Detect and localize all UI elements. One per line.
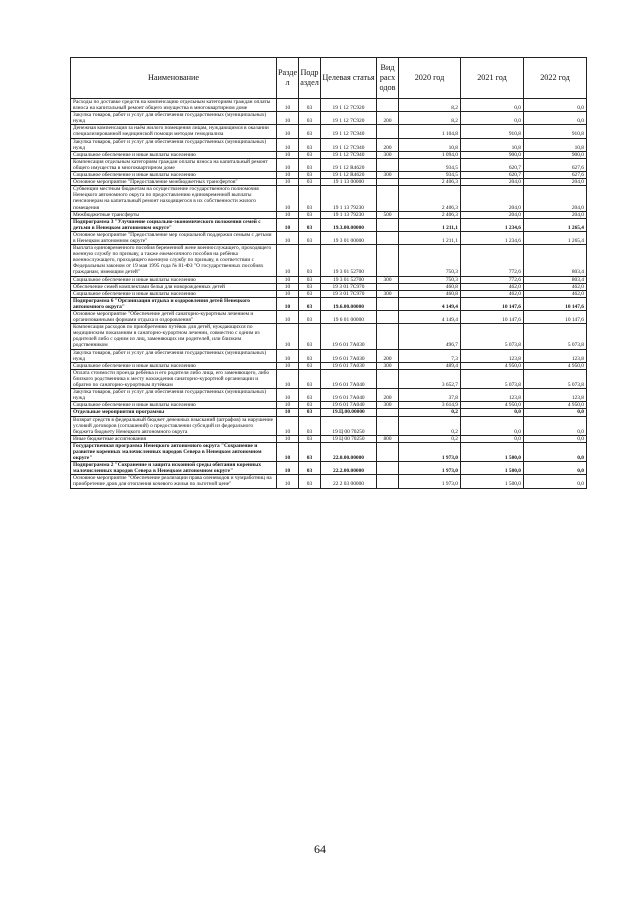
table-row [71, 389, 587, 402]
cell-subsection: 03 [299, 125, 321, 138]
cell-2020: 0,2 [399, 409, 461, 416]
cell-section: 10 [277, 349, 299, 362]
cell-2022: 5 073,8 [524, 369, 587, 388]
cell-subsection: 03 [299, 179, 321, 186]
col-header-subsection: Подр аздел [299, 58, 321, 99]
cell-target: 19 1 12 7С940 [321, 125, 377, 138]
cell-2022: 1 265,4 [524, 231, 587, 244]
cell-target: 19 6 01 7А030 [321, 349, 377, 362]
table-row [71, 99, 587, 112]
cell-2022: 0,0 [524, 435, 587, 442]
cell-2022: 0,0 [524, 99, 587, 112]
cell-name: Основное мероприятие "Предоставление межбюджетных трансфертов" [71, 179, 277, 186]
cell-2020: 0,2 [399, 416, 461, 435]
cell-2022: 10 147,6 [524, 297, 587, 310]
cell-target: 19 Ц 00 70250 [321, 416, 377, 435]
cell-target: 19.6.00.00000 [321, 297, 377, 310]
cell-section: 10 [277, 324, 299, 349]
cell-target: 22.0.00.00000 [321, 442, 377, 461]
table-row [71, 324, 587, 349]
cell-2021: 5 073,8 [461, 324, 524, 349]
table-row [71, 283, 587, 290]
cell-2020: 0,2 [399, 435, 461, 442]
cell-subsection: 03 [299, 172, 321, 179]
cell-name: Закупка товаров, работ и услуг для обеспечения государственных (муниципальных) нужд [71, 349, 277, 362]
cell-exptype: 300 [377, 362, 399, 369]
cell-2021: 462,0 [461, 283, 524, 290]
page-number: 64 [314, 842, 326, 856]
cell-target: 19 6 01 00000 [321, 311, 377, 324]
budget-table [70, 57, 587, 489]
table-row [71, 369, 587, 388]
table-header-row [71, 58, 587, 99]
cell-section: 10 [277, 112, 299, 125]
cell-name: Субвенции местным бюджетам на осуществление государственного полномочия Ненецкого автономного округа по предоставлению единовременной выплаты пенсионерам на капитальный ремонт находящегося в их собственности жилого помещения [71, 186, 277, 211]
cell-name: Социальное обеспечение и иные выплаты населению [71, 402, 277, 409]
cell-exptype [377, 311, 399, 324]
table-row [71, 112, 587, 125]
cell-2020: 1 973,0 [399, 475, 461, 488]
cell-subsection: 03 [299, 158, 321, 171]
cell-2022: 10,8 [524, 138, 587, 151]
cell-target: 19 6 01 7А030 [321, 324, 377, 349]
cell-name: Межбюджетные трансферты [71, 211, 277, 218]
cell-2021: 5 073,8 [461, 369, 524, 388]
cell-name: Расходы по доставке средств на компенсацию отдельным категориям граждан оплаты взноса на капитальный ремонт общего имущества в многоквартирном доме [71, 99, 277, 112]
cell-2021: 1 500,0 [461, 462, 524, 475]
cell-exptype [377, 297, 399, 310]
cell-target: 19 6 01 7А040 [321, 389, 377, 402]
cell-name: Социальное обеспечение и иные выплаты населению [71, 172, 277, 179]
table-row [71, 186, 587, 211]
cell-name: Подпрограмма 3 "Улучшение социально-экономического положения семей с детьми в Ненецком автономном округе" [71, 218, 277, 231]
cell-target: 22.2.00.00000 [321, 462, 377, 475]
cell-exptype: 300 [377, 290, 399, 297]
table-row [71, 311, 587, 324]
cell-target: 19 3 01 7С970 [321, 283, 377, 290]
cell-2020: 460,8 [399, 283, 461, 290]
cell-target: 19.Ц.00.00000 [321, 409, 377, 416]
cell-2021: 0,0 [461, 99, 524, 112]
cell-subsection: 03 [299, 324, 321, 349]
cell-target: 19 1 12 7С920 [321, 99, 377, 112]
cell-subsection: 03 [299, 283, 321, 290]
cell-target: 19 1 13 00000 [321, 179, 377, 186]
table-row [71, 172, 587, 179]
cell-2021: 1 500,0 [461, 442, 524, 461]
cell-2022: 462,0 [524, 290, 587, 297]
cell-2021: 772,6 [461, 245, 524, 276]
cell-section: 10 [277, 186, 299, 211]
cell-2022: 204,0 [524, 179, 587, 186]
cell-2022: 627,6 [524, 172, 587, 179]
cell-section: 10 [277, 138, 299, 151]
cell-section: 10 [277, 245, 299, 276]
cell-target: 19 6 01 7А040 [321, 402, 377, 409]
cell-exptype [377, 125, 399, 138]
table-row [71, 442, 587, 461]
cell-section: 10 [277, 151, 299, 158]
cell-2022: 0,0 [524, 462, 587, 475]
cell-subsection: 03 [299, 369, 321, 388]
cell-exptype [377, 245, 399, 276]
cell-section: 10 [277, 442, 299, 461]
cell-2020: 2 406,3 [399, 179, 461, 186]
table-row [71, 125, 587, 138]
cell-2021: 10,8 [461, 138, 524, 151]
table-row [71, 409, 587, 416]
cell-2022: 0,0 [524, 442, 587, 461]
cell-2022: 803,4 [524, 245, 587, 276]
cell-name: Социальное обеспечение и иные выплаты населению [71, 290, 277, 297]
cell-exptype: 500 [377, 211, 399, 218]
cell-2021: 1 234,6 [461, 218, 524, 231]
cell-exptype [377, 409, 399, 416]
cell-2020: 750,3 [399, 245, 461, 276]
col-header-exptype: Вид расх одов [377, 58, 399, 99]
cell-target: 19 6 01 7А040 [321, 369, 377, 388]
cell-2021: 1 500,0 [461, 475, 524, 488]
cell-2020: 1 104,8 [399, 125, 461, 138]
col-header-2022: 2022 год [524, 58, 587, 99]
cell-2021: 0,0 [461, 416, 524, 435]
cell-section: 10 [277, 211, 299, 218]
cell-section: 10 [277, 389, 299, 402]
cell-2020: 2 406,3 [399, 186, 461, 211]
cell-name: Основное мероприятие "Обеспечение детей санаторно-курортным лечением и организованными формами отдыха и оздоровления" [71, 311, 277, 324]
cell-subsection: 03 [299, 218, 321, 231]
cell-name: Социальное обеспечение и иные выплаты населению [71, 362, 277, 369]
cell-subsection: 03 [299, 462, 321, 475]
cell-subsection: 03 [299, 99, 321, 112]
cell-2020: 1 973,0 [399, 462, 461, 475]
cell-target: 19 1 12 7С940 [321, 138, 377, 151]
table-row [71, 297, 587, 310]
cell-subsection: 03 [299, 409, 321, 416]
cell-2021: 204,0 [461, 179, 524, 186]
cell-name: Социальное обеспечение и иные выплаты населению [71, 276, 277, 283]
cell-name: Социальное обеспечение и иные выплаты населению [71, 151, 277, 158]
cell-target: 19 1 12 7С920 [321, 112, 377, 125]
cell-2022: 803,4 [524, 276, 587, 283]
cell-name: Компенсация расходов по приобретению путёвок для детей, нуждающихся по медицинским показаниям в санаторно-курортном лечении, совместно с одним из родителей либо с одним из лиц, заменяющих им родителей, или близким родственником [71, 324, 277, 349]
table-row [71, 435, 587, 442]
cell-2021: 910,8 [461, 125, 524, 138]
cell-2021: 772,6 [461, 276, 524, 283]
cell-target: 19 1 12 R4620 [321, 172, 377, 179]
cell-section: 10 [277, 231, 299, 244]
cell-target: 19 3 01 00000 [321, 231, 377, 244]
cell-target: 19 Ц 00 70250 [321, 435, 377, 442]
cell-2022: 4 950,0 [524, 402, 587, 409]
cell-2020: 489,4 [399, 362, 461, 369]
cell-2021: 204,0 [461, 211, 524, 218]
cell-2022: 123,8 [524, 389, 587, 402]
cell-section: 10 [277, 435, 299, 442]
cell-subsection: 03 [299, 311, 321, 324]
cell-exptype: 200 [377, 389, 399, 402]
cell-subsection: 03 [299, 416, 321, 435]
cell-section: 10 [277, 475, 299, 488]
table-row [71, 475, 587, 488]
cell-section: 10 [277, 276, 299, 283]
col-header-2021: 2021 год [461, 58, 524, 99]
cell-2020: 750,3 [399, 276, 461, 283]
cell-target: 19 6 01 7А030 [321, 362, 377, 369]
cell-2021: 0,0 [461, 112, 524, 125]
cell-2020: 4 149,4 [399, 311, 461, 324]
cell-target: 19 3 01 52700 [321, 276, 377, 283]
cell-2021: 620,7 [461, 158, 524, 171]
table-row [71, 158, 587, 171]
cell-exptype: 300 [377, 151, 399, 158]
col-header-2020: 2020 год [399, 58, 461, 99]
cell-exptype [377, 231, 399, 244]
cell-2022: 627,6 [524, 158, 587, 171]
cell-name: Возврат средств в федеральный бюджет денежных взысканий (штрафов) за нарушение условий договоров (соглашений) о предоставлении субсидий из федерального бюджета бюджету Ненецкого автономного округа [71, 416, 277, 435]
table-row [71, 349, 587, 362]
table-row [71, 245, 587, 276]
cell-target: 19 3 01 52700 [321, 245, 377, 276]
cell-target: 19 1 13 79230 [321, 211, 377, 218]
cell-subsection: 03 [299, 290, 321, 297]
cell-exptype [377, 218, 399, 231]
cell-section: 10 [277, 297, 299, 310]
cell-subsection: 03 [299, 276, 321, 283]
table-row [71, 276, 587, 283]
cell-2022: 123,8 [524, 349, 587, 362]
cell-section: 10 [277, 462, 299, 475]
cell-name: Оплата стоимости проезда ребёнка и его родителя либо лица, его заменяющего, либо близкого родственника к месту нахождения санаторно-курортной организации и обратно по санаторно-курортным путёвкам [71, 369, 277, 388]
cell-name: Закупка товаров, работ и услуг для обеспечения государственных (муниципальных) нужд [71, 389, 277, 402]
cell-name: Иные бюджетные ассигнования [71, 435, 277, 442]
cell-subsection: 03 [299, 435, 321, 442]
cell-name: Подпрограмма 6 "Организация отдыха и оздоровления детей Ненецкого автономного округа" [71, 297, 277, 310]
cell-name: Основное мероприятие "Обеспечение реализации права оленеводов и чумработниц на приобретение дров для отопления кочевого жилья по льготной цене" [71, 475, 277, 488]
cell-2021: 123,8 [461, 389, 524, 402]
cell-subsection: 03 [299, 475, 321, 488]
cell-2022: 0,0 [524, 409, 587, 416]
cell-exptype: 200 [377, 349, 399, 362]
cell-2020: 3 614,9 [399, 402, 461, 409]
cell-2021: 204,0 [461, 186, 524, 211]
cell-2022: 1 265,4 [524, 218, 587, 231]
cell-exptype: 200 [377, 112, 399, 125]
table-row [71, 151, 587, 158]
cell-exptype [377, 99, 399, 112]
cell-exptype [377, 442, 399, 461]
cell-subsection: 03 [299, 389, 321, 402]
cell-2021: 620,7 [461, 172, 524, 179]
cell-2021: 10 147,6 [461, 311, 524, 324]
cell-section: 10 [277, 416, 299, 435]
cell-name: Обеспечение семей комплектами белья для новорожденных детей [71, 283, 277, 290]
col-header-section: Разде л [277, 58, 299, 99]
cell-name: Закупка товаров, работ и услуг для обеспечения государственных (муниципальных) нужд [71, 138, 277, 151]
cell-subsection: 03 [299, 402, 321, 409]
cell-subsection: 03 [299, 211, 321, 218]
cell-exptype [377, 158, 399, 171]
cell-2020: 3 652,7 [399, 369, 461, 388]
cell-subsection: 03 [299, 362, 321, 369]
cell-target: 19 1 12 7С940 [321, 151, 377, 158]
cell-2020: 496,7 [399, 324, 461, 349]
cell-2022: 0,0 [524, 416, 587, 435]
cell-2021: 0,0 [461, 409, 524, 416]
cell-name: Выплата единовременного пособия беременной жене военнослужащего, проходящего военную службу по призыву, а также ежемесячного пособия на ребёнка военнослужащего, проходящего военную службу по призыву, в соответствии с Федеральным законом от 19 мая 1995 года № 81-ФЗ "О государственных пособиях гражданам, имеющим детей" [71, 245, 277, 276]
cell-2021: 123,8 [461, 349, 524, 362]
cell-2022: 204,0 [524, 186, 587, 211]
cell-2020: 2 406,3 [399, 211, 461, 218]
cell-2020: 10,8 [399, 138, 461, 151]
table-row [71, 290, 587, 297]
cell-2020: 37,8 [399, 389, 461, 402]
cell-2022: 0,0 [524, 475, 587, 488]
table-row [71, 218, 587, 231]
cell-subsection: 03 [299, 442, 321, 461]
table-row [71, 211, 587, 218]
cell-exptype: 800 [377, 435, 399, 442]
cell-section: 10 [277, 369, 299, 388]
cell-2021: 900,0 [461, 151, 524, 158]
budget-table-container [70, 57, 586, 489]
cell-subsection: 03 [299, 231, 321, 244]
cell-subsection: 03 [299, 138, 321, 151]
cell-2022: 0,0 [524, 112, 587, 125]
cell-2020: 1 211,1 [399, 218, 461, 231]
cell-2022: 5 073,8 [524, 324, 587, 349]
cell-name: Государственная программа Ненецкого автономного округа "Сохранение и развитие коренных малочисленных народов Севера в Ненецком автономном округе" [71, 442, 277, 461]
cell-name: Компенсация отдельным категориям граждан оплаты взноса на капитальный ремонт общего имущества в многоквартирном доме [71, 158, 277, 171]
cell-target: 19 3 01 7С970 [321, 290, 377, 297]
cell-2022: 900,0 [524, 151, 587, 158]
cell-exptype [377, 369, 399, 388]
cell-2020: 460,8 [399, 290, 461, 297]
table-row [71, 362, 587, 369]
cell-target: 19 1 13 79230 [321, 186, 377, 211]
cell-2021: 462,0 [461, 290, 524, 297]
cell-2021: 4 950,0 [461, 402, 524, 409]
cell-exptype [377, 283, 399, 290]
cell-target: 22 2 03 00000 [321, 475, 377, 488]
cell-exptype [377, 324, 399, 349]
cell-exptype [377, 179, 399, 186]
cell-section: 10 [277, 402, 299, 409]
cell-subsection: 03 [299, 112, 321, 125]
cell-2020: 4 149,4 [399, 297, 461, 310]
cell-2022: 4 950,0 [524, 362, 587, 369]
cell-2020: 1 211,1 [399, 231, 461, 244]
cell-exptype: 200 [377, 138, 399, 151]
cell-2021: 10 147,6 [461, 297, 524, 310]
cell-2020: 934,5 [399, 172, 461, 179]
cell-section: 10 [277, 290, 299, 297]
cell-2022: 910,8 [524, 125, 587, 138]
cell-section: 10 [277, 283, 299, 290]
cell-section: 10 [277, 172, 299, 179]
cell-section: 10 [277, 179, 299, 186]
cell-exptype [377, 462, 399, 475]
cell-name: Денежная компенсация за наём жилого помещения лицам, нуждающимся в оказании специализированной медицинской помощи методом гемодиализа [71, 125, 277, 138]
cell-subsection: 03 [299, 349, 321, 362]
cell-section: 10 [277, 409, 299, 416]
table-row [71, 138, 587, 151]
cell-2022: 462,0 [524, 283, 587, 290]
table-row [71, 462, 587, 475]
cell-exptype [377, 186, 399, 211]
cell-2020: 934,5 [399, 158, 461, 171]
cell-2021: 0,0 [461, 435, 524, 442]
cell-subsection: 03 [299, 151, 321, 158]
cell-exptype [377, 475, 399, 488]
col-header-target: Целевая статья [321, 58, 377, 99]
cell-subsection: 03 [299, 245, 321, 276]
cell-name: Отдельные мероприятия программы [71, 409, 277, 416]
cell-section: 10 [277, 218, 299, 231]
cell-2020: 8,2 [399, 99, 461, 112]
cell-subsection: 03 [299, 186, 321, 211]
cell-section: 10 [277, 362, 299, 369]
cell-section: 10 [277, 125, 299, 138]
cell-2021: 1 234,6 [461, 231, 524, 244]
cell-name: Закупка товаров, работ и услуг для обеспечения государственных (муниципальных) нужд [71, 112, 277, 125]
cell-target: 19 1 12 R4620 [321, 158, 377, 171]
cell-2021: 4 950,0 [461, 362, 524, 369]
table-row [71, 402, 587, 409]
cell-subsection: 03 [299, 297, 321, 310]
col-header-name: Наименование [71, 58, 277, 99]
cell-2020: 1 094,0 [399, 151, 461, 158]
cell-exptype: 300 [377, 276, 399, 283]
table-body [71, 99, 587, 489]
cell-exptype: 300 [377, 172, 399, 179]
cell-name: Основное мероприятие "Предоставление мер социальной поддержки семьям с детьми в Ненецком автономном округе" [71, 231, 277, 244]
cell-2020: 7,3 [399, 349, 461, 362]
cell-section: 10 [277, 158, 299, 171]
cell-target: 19.3.00.00000 [321, 218, 377, 231]
cell-section: 10 [277, 99, 299, 112]
cell-2022: 204,0 [524, 211, 587, 218]
cell-name: Подпрограмма 2 "Сохранение и защита исконной среды обитания коренных малочисленных народов Севера в Ненецком автономном округе" [71, 462, 277, 475]
table-row [71, 179, 587, 186]
cell-exptype: 300 [377, 402, 399, 409]
cell-2022: 10 147,6 [524, 311, 587, 324]
table-row [71, 416, 587, 435]
table-row [71, 231, 587, 244]
cell-2020: 1 973,0 [399, 442, 461, 461]
cell-exptype [377, 416, 399, 435]
cell-section: 10 [277, 311, 299, 324]
cell-2020: 8,2 [399, 112, 461, 125]
